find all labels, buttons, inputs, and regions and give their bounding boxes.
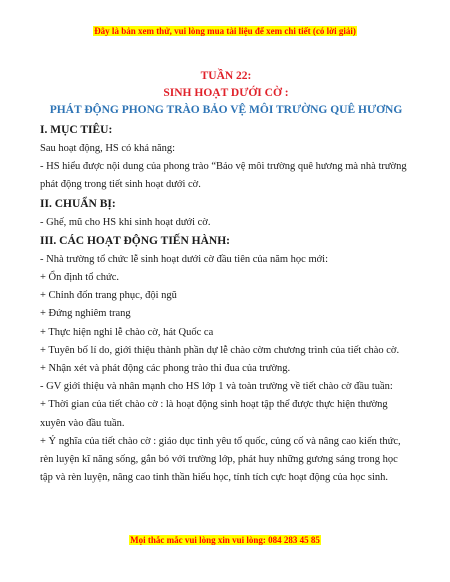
paragraph: Sau hoạt động, HS có khả năng:	[40, 143, 176, 154]
contact-banner	[0, 535, 450, 545]
paragraph: + Ổn định tổ chức.	[40, 272, 119, 284]
subtitle: PHÁT ĐỘNG PHONG TRÀO BẢO VỆ MÔI TRƯỜNG QUÊ HƯƠNG	[49, 104, 403, 116]
section-activities	[40, 233, 412, 488]
contact-text: Mọi thắc mắc vui lòng xin vui lòng: 084 283 45 85	[130, 535, 320, 545]
section-preparation	[40, 196, 412, 232]
paragraph: - GV giới thiệu và nhân mạnh cho HS lớp 1 và toàn trường về tiết chào cờ đầu tuần:	[40, 381, 393, 393]
topic-title: SINH HOẠT DƯỚI CỜ :	[163, 87, 289, 99]
paragraph: + Thời gian của tiết chào cờ : là hoạt động sinh hoạt tập thể được thực hiện thường xuyên vào đầu tuần.	[40, 399, 388, 429]
paragraph: + Tuyên bố lí do, giới thiệu thành phần dự lễ chào cờm chương trình của tiết chào cờ.	[40, 344, 400, 356]
paragraph: + Đứng nghiêm trang	[40, 308, 131, 320]
paragraph: + Ý nghĩa của tiết chào cờ : giáo dục tình yêu tổ quốc, củng cố và nâng cao kiến thức, rèn luyện kĩ năng sống, gắn bó với trường lớp, phát huy những gương sáng trong học tập và rèn luyện, nâng cao tinh thần hiếu học, tính tích cực hoạt động của học sinh.	[40, 435, 401, 484]
paragraph: - Nhà trường tổ chức lễ sinh hoạt dưới cờ đầu tiên của năm học mới:	[40, 253, 329, 265]
section-heading: III. CÁC HOẠT ĐỘNG TIẾN HÀNH:	[40, 234, 230, 247]
paragraph: + Thực hiện nghi lễ chào cờ, hát Quốc ca	[40, 326, 214, 338]
preview-notice-text: Đây là bản xem thử, vui lòng mua tài liệu để xem chi tiết (có lời giải)	[94, 26, 356, 36]
week-title: TUẦN 22:	[200, 70, 252, 82]
section-heading: II. CHUẨN BỊ:	[40, 197, 116, 210]
paragraph: - Ghế, mũ cho HS khi sinh hoạt dưới cờ.	[40, 216, 211, 228]
paragraph: - HS hiểu được nội dung của phong trào “Bảo vệ môi trường quê hương mà nhà trường phát động trong tiết sinh hoạt dưới cờ.	[40, 161, 407, 191]
section-objectives	[40, 122, 412, 195]
document-page	[40, 68, 412, 487]
paragraph: + Chỉnh đốn trang phục, đội ngũ	[40, 290, 177, 302]
section-heading: I. MỤC TIÊU:	[40, 124, 113, 136]
paragraph: + Nhận xét và phát động các phong trào thi đua của trường.	[40, 363, 291, 375]
preview-notice-banner	[0, 26, 450, 36]
